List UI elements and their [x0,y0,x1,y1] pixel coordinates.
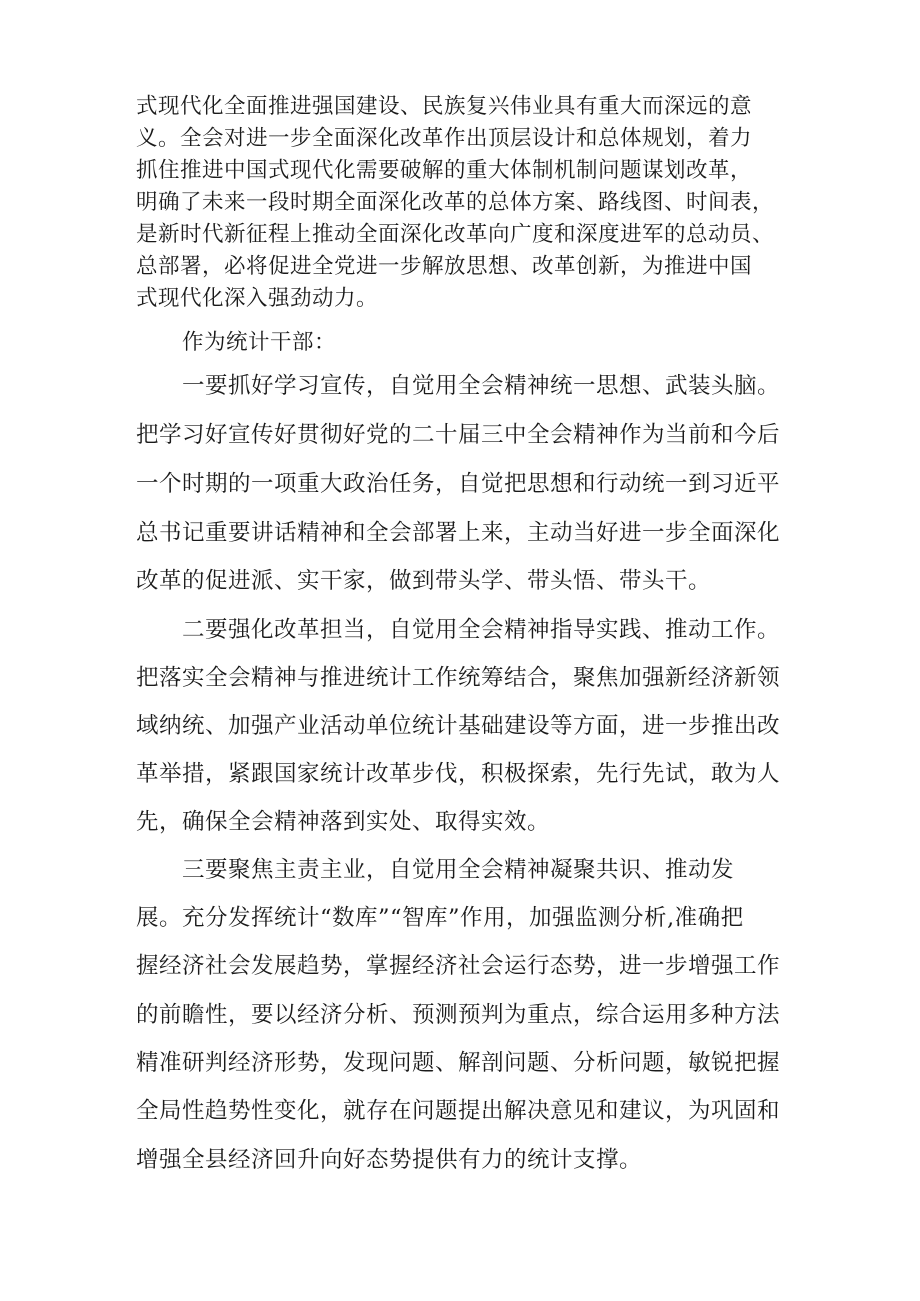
text-line: 全局性趋势性变化，就存在问题提出解决意见和建议，为巩固和 [136,1098,781,1124]
text-line: 是新时代新征程上推动全面深化改革向广度和深度进军的总动员、 [136,222,775,247]
text-line: 把学习好宣传好贯彻好党的二十届三中全会精神作为当前和今后 [136,422,781,448]
text-line: 式现代化深入强劲动力。 [136,286,379,311]
text-line: 义。全会对进一步全面深化改革作出顶层设计和总体规划，着力 [136,126,753,151]
text-line: 式现代化全面推进强国建设、民族复兴伟业具有重大而深远的意 [136,94,753,119]
text-line: 增强全县经济回升向好态势提供有力的统计支撑。 [136,1147,643,1173]
section-heading: 作为统计干部： [182,330,337,355]
text-line: 革举措，紧跟国家统计改革步伐，积极探索，先行先试，敢为人 [136,761,781,787]
text-line: 先，确保全会精神落到实处、取得实效。 [136,809,551,835]
text-line: 一要抓好学习宣传，自觉用全会精神统一思想、武装头脑。 [182,373,781,399]
text-line: 总书记重要讲话精神和全会部署上来，主动当好进一步全面深化 [136,520,781,546]
text-line: 三要聚焦主责主业，自觉用全会精神凝聚共识、推动发 [182,857,735,883]
text-line: 握经济社会发展趋势，掌握经济社会运行态势，进一步增强工作 [136,953,781,979]
text-line: 精准研判经济形势，发现问题、解剖问题、分析问题，敏锐把握 [136,1050,781,1076]
text-line: 展。充分发挥统计“数库”“智库”作用，加强监测分析,准确把 [136,905,744,931]
text-line: 的前瞻性，要以经济分析、预测预判为重点，综合运用多种方法 [136,1002,781,1028]
text-line: 把落实全会精神与推进统计工作统筹结合，聚焦加强新经济新领 [136,665,781,691]
text-line: 抓住推进中国式现代化需要破解的重大体制机制问题谋划改革， [136,158,753,183]
text-line: 二要强化改革担当，自觉用全会精神指导实践、推动工作。 [182,617,781,643]
text-line: 明确了未来一段时期全面深化改革的总体方案、路线图、时间表， [136,190,775,215]
text-line: 一个时期的一项重大政治任务，自觉把思想和行动统一到习近平 [136,471,781,497]
text-line: 总部署，必将促进全党进一步解放思想、改革创新，为推进中国 [136,254,753,279]
text-line: 域纳统、加强产业活动单位统计基础建设等方面，进一步推出改 [136,713,781,739]
text-line: 改革的促进派、实干家，做到带头学、带头悟、带头干。 [136,568,712,594]
